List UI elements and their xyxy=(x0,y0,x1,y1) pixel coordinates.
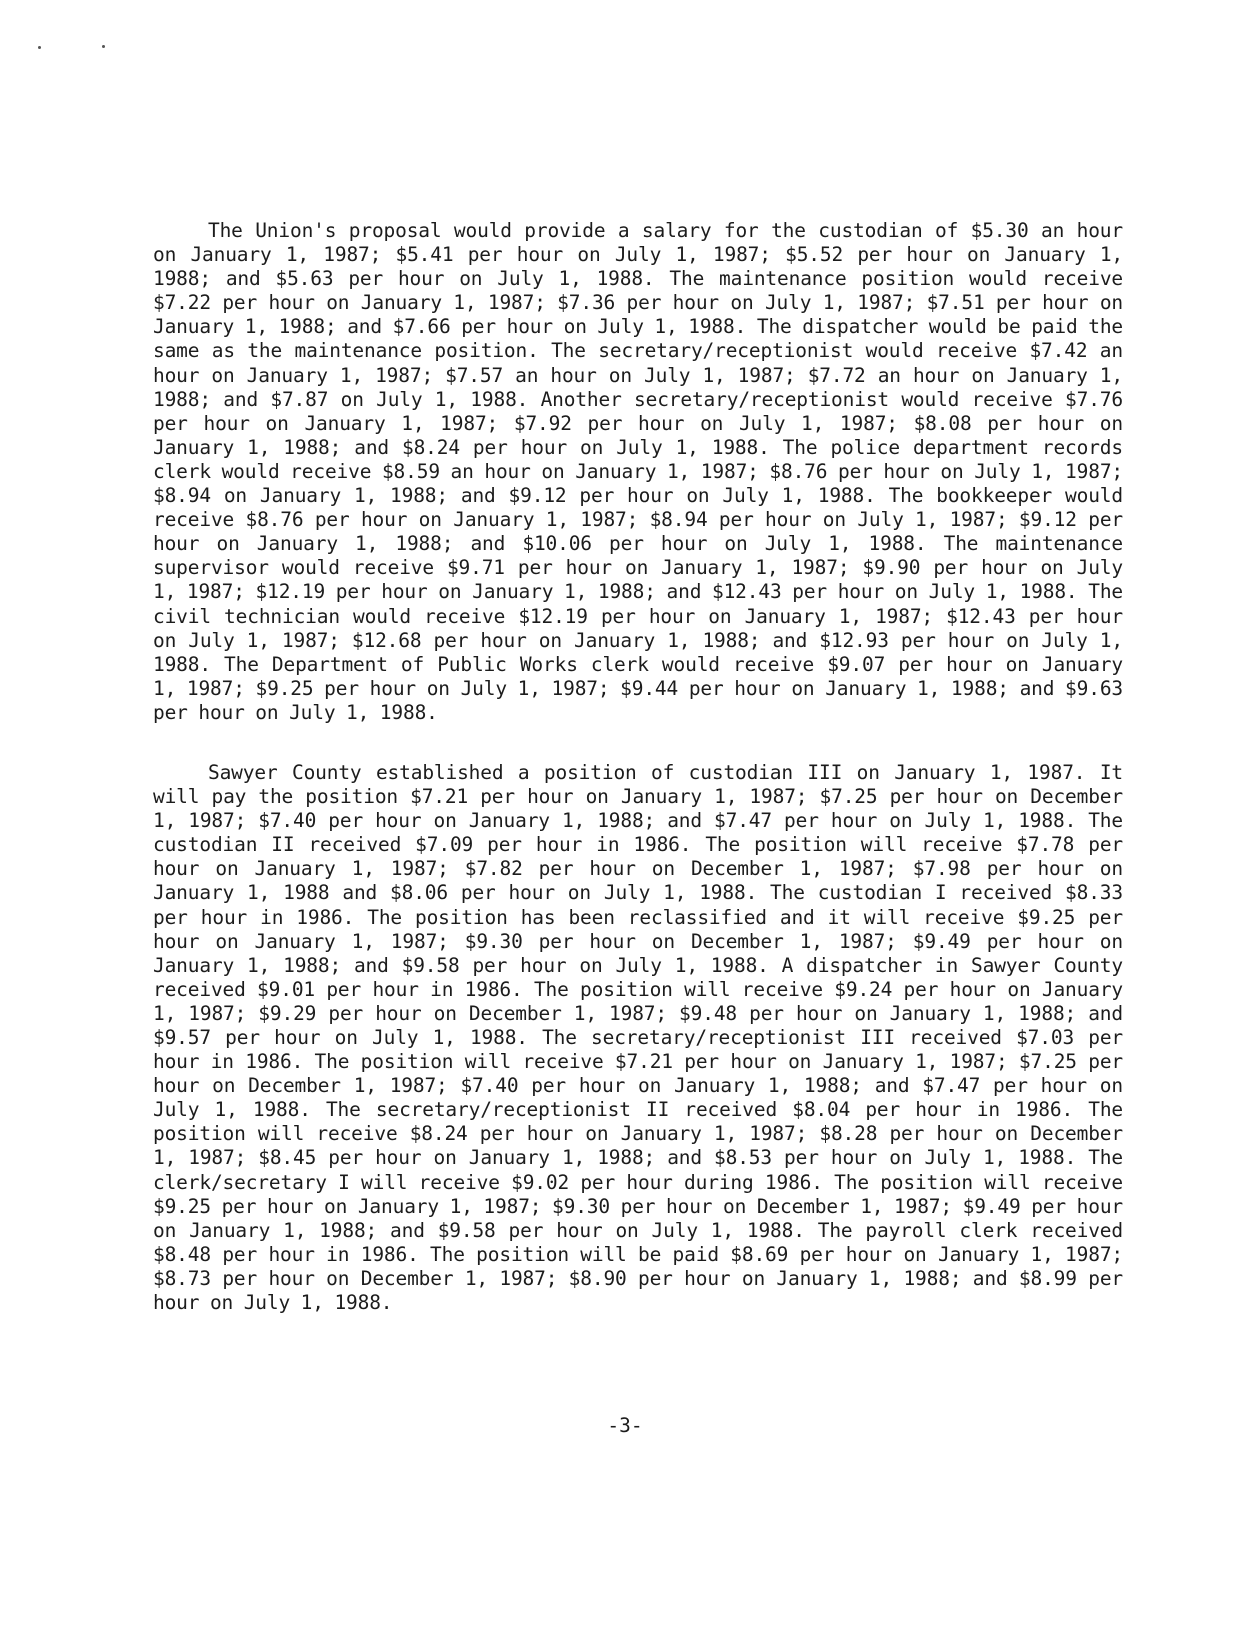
scan-speck xyxy=(102,45,105,48)
page-number: -3- xyxy=(607,1414,643,1437)
scan-specks xyxy=(36,42,116,56)
sawyer-county-paragraph: Sawyer County established a position of custodian III on January 1, 1987. It will pay the position $7.21 per hour on January 1, 1987; $7.25 per hour on December 1, 1987; $7.40 per hour on January 1, 1988; and $7.47 per hour on July 1, 1988. The custodian II received $7.09 per hour in 1986. The position will receive $7.78 per hour on January 1, 1987; $7.82 per hour on December 1, 1987; $7.98 per hour on January 1, 1988 and $8.06 per hour on July 1, 1988. The custodian I received $8.33 per hour in 1986. The position has been reclassified and it will receive $9.25 per hour on January 1, 1987; $9.30 per hour on December 1, 1987; $9.49 per hour on January 1, 1988; and $9.58 per hour on July 1, 1988. A dispatcher in Sawyer County received $9.01 per hour in 1986. The position will receive $9.24 per hour on January 1, 1987; $9.29 per hour on December 1, 1987; $9.48 per hour on January 1, 1988; and $9.57 per hour on July 1, 1988. The secretary/receptionist III received $7.03 per hour in 1986. The position will receive $7.21 per hour on January 1, 1987; $7.25 per hour on December 1, 1987; $7.40 per hour on January 1, 1988; and $7.47 per hour on July 1, 1988. The secretary/receptionist II received $8.04 per hour in 1986. The position will receive $8.24 per hour on January 1, 1987; $8.28 per hour on December 1, 1987; $8.45 per hour on January 1, 1988; and $8.53 per hour on July 1, 1988. The clerk/secretary I will receive $9.02 per hour during 1986. The position will receive $9.25 per hour on January 1, 1987; $9.30 per hour on December 1, 1987; $9.49 per hour on January 1, 1988; and $9.58 per hour on July 1, 1988. The payroll clerk received $8.48 per hour in 1986. The position will be paid $8.69 per hour on January 1, 1987; $8.73 per hour on December 1, 1987; $8.90 per hour on January 1, 1988; and $8.99 per hour on July 1, 1988. xyxy=(153,760,1123,1315)
document-body xyxy=(153,219,1123,1351)
union-proposal-paragraph: The Union's proposal would provide a salary for the custodian of $5.30 an hour on January 1, 1987; $5.41 per hour on July 1, 1987; $5.52 per hour on January 1, 1988; and $5.63 per hour on July 1, 1988. The maintenance position would receive $7.22 per hour on January 1, 1987; $7.36 per hour on July 1, 1987; $7.51 per hour on January 1, 1988; and $7.66 per hour on July 1, 1988. The dispatcher would be paid the same as the maintenance position. The secretary/receptionist would receive $7.42 an hour on January 1, 1987; $7.57 an hour on July 1, 1987; $7.72 an hour on January 1, 1988; and $7.87 on July 1, 1988. Another secretary/receptionist would receive $7.76 per hour on January 1, 1987; $7.92 per hour on July 1, 1987; $8.08 per hour on January 1, 1988; and $8.24 per hour on July 1, 1988. The police department records clerk would receive $8.59 an hour on January 1, 1987; $8.76 per hour on July 1, 1987; $8.94 on January 1, 1988; and $9.12 per hour on July 1, 1988. The bookkeeper would receive $8.76 per hour on January 1, 1987; $8.94 per hour on July 1, 1987; $9.12 per hour on January 1, 1988; and $10.06 per hour on July 1, 1988. The maintenance supervisor would receive $9.71 per hour on January 1, 1987; $9.90 per hour on July 1, 1987; $12.19 per hour on January 1, 1988; and $12.43 per hour on July 1, 1988. The civil technician would receive $12.19 per hour on January 1, 1987; $12.43 per hour on July 1, 1987; $12.68 per hour on January 1, 1988; and $12.93 per hour on July 1, 1988. The Department of Public Works clerk would receive $9.07 per hour on January 1, 1987; $9.25 per hour on July 1, 1987; $9.44 per hour on January 1, 1988; and $9.63 per hour on July 1, 1988. xyxy=(153,219,1123,724)
scan-speck xyxy=(38,46,41,49)
